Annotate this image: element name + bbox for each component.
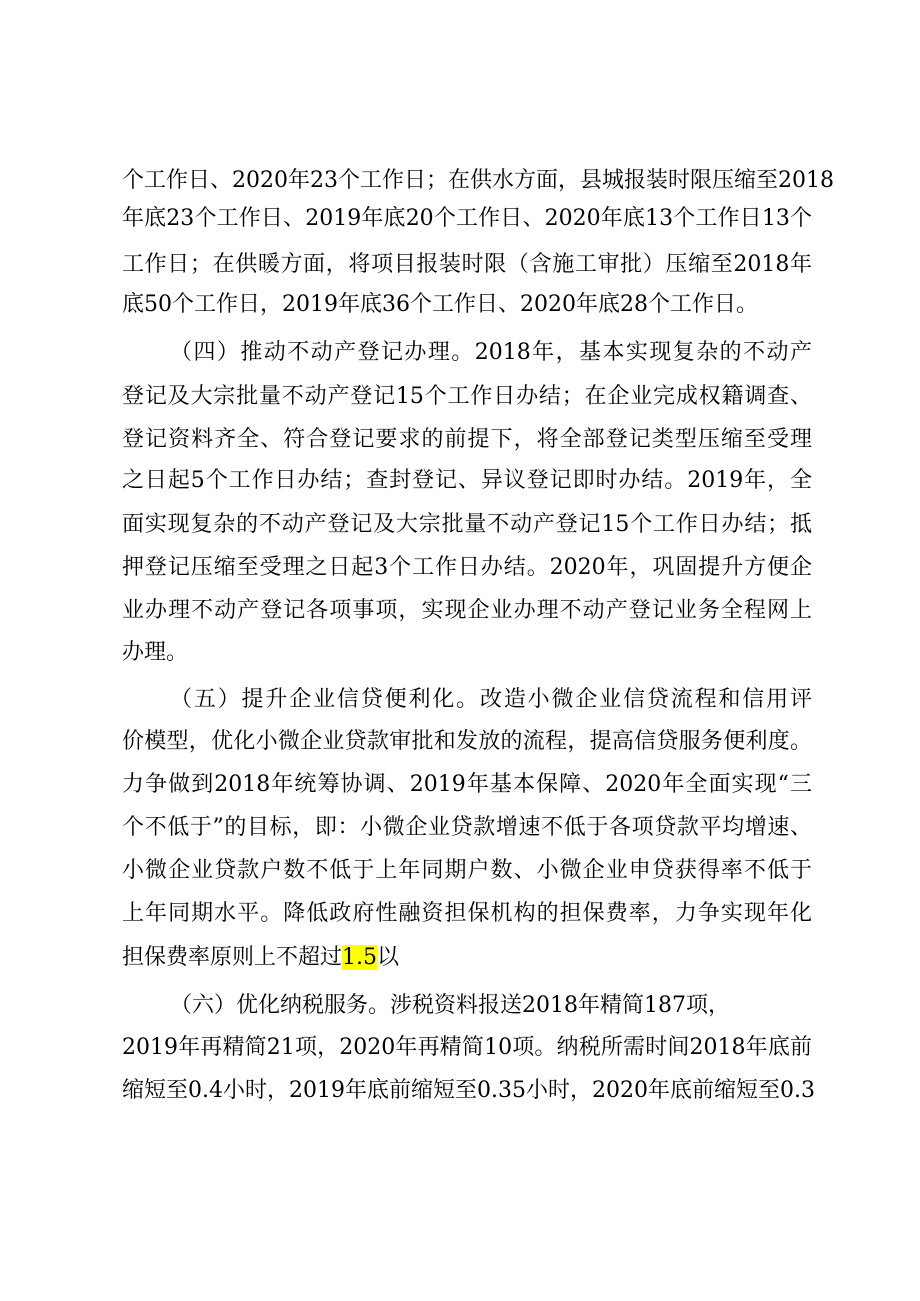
text-line: 办理。: [122, 640, 189, 665]
text-line: 底50个工作日，2019年底36个工作日、2020年底28个工作日。: [122, 292, 758, 317]
text-line: 价模型，优化小微企业贷款审批和发放的流程，提高信贷服务便利度。: [122, 729, 812, 754]
text-line: 面实现复杂的不动产登记及大宗批量不动产登记15个工作日办结；抵: [122, 512, 812, 537]
text-line: 上年同期水平。降低政府性融资担保机构的担保费率，力争实现年化: [122, 901, 812, 926]
section-heading-line: （四）推动不动产登记办理。2018年，基本实现复杂的不动产: [170, 340, 812, 365]
highlighted-text: 1.5: [342, 945, 378, 970]
text-line: 力争做到2018年统筹协调、2019年基本保障、2020年全面实现“三: [122, 772, 812, 797]
text-line: 工作日；在供暖方面，将项目报装时限（含施工审批）压缩至2018年: [122, 252, 812, 277]
text-line: 业办理不动产登记各项事项，实现企业办理不动产登记业务全程网上: [122, 598, 812, 623]
section-heading-line: （五）提升企业信贷便利化。改造小微企业信贷流程和信用评: [170, 687, 812, 712]
section-heading-line: （六）优化纳税服务。涉税资料报送2018年精简187项，: [170, 993, 730, 1018]
text-line: [122, 943, 812, 973]
text-line: 缩短至0.4小时，2019年底前缩短至0.35小时，2020年底前缩短至0.3: [122, 1078, 815, 1103]
text-line: 登记资料齐全、符合登记要求的前提下，将全部登记类型压缩至受理: [122, 427, 812, 452]
text-line: 之日起5个工作日办结；查封登记、异议登记即时办结。2019年，全: [122, 468, 812, 493]
text-line: 登记及大宗批量不动产登记15个工作日办结；在企业完成权籍调查、: [122, 384, 812, 409]
text-segment: 担保费率原则上不超过: [122, 945, 343, 970]
text-line: 押登记压缩至受理之日起3个工作日办结。2020年，巩固提升方便企: [122, 555, 812, 580]
text-line: 个不低于”的目标，即：小微企业贷款增速不低于各项贷款平均增速、: [122, 815, 812, 840]
text-segment: 以: [377, 945, 400, 970]
text-line: 个工作日、2020年23个工作日；在供水方面，县城报装时限压缩至2018: [122, 168, 834, 193]
text-line: 2019年再精简21项，2020年再精简10项。纳税所需时间2018年底前: [122, 1035, 812, 1060]
text-line: 小微企业贷款户数不低于上年同期户数、小微企业申贷获得率不低于: [122, 858, 812, 883]
text-line: 年底23个工作日、2019年底20个工作日、2020年底13个工作日13个: [122, 206, 812, 231]
